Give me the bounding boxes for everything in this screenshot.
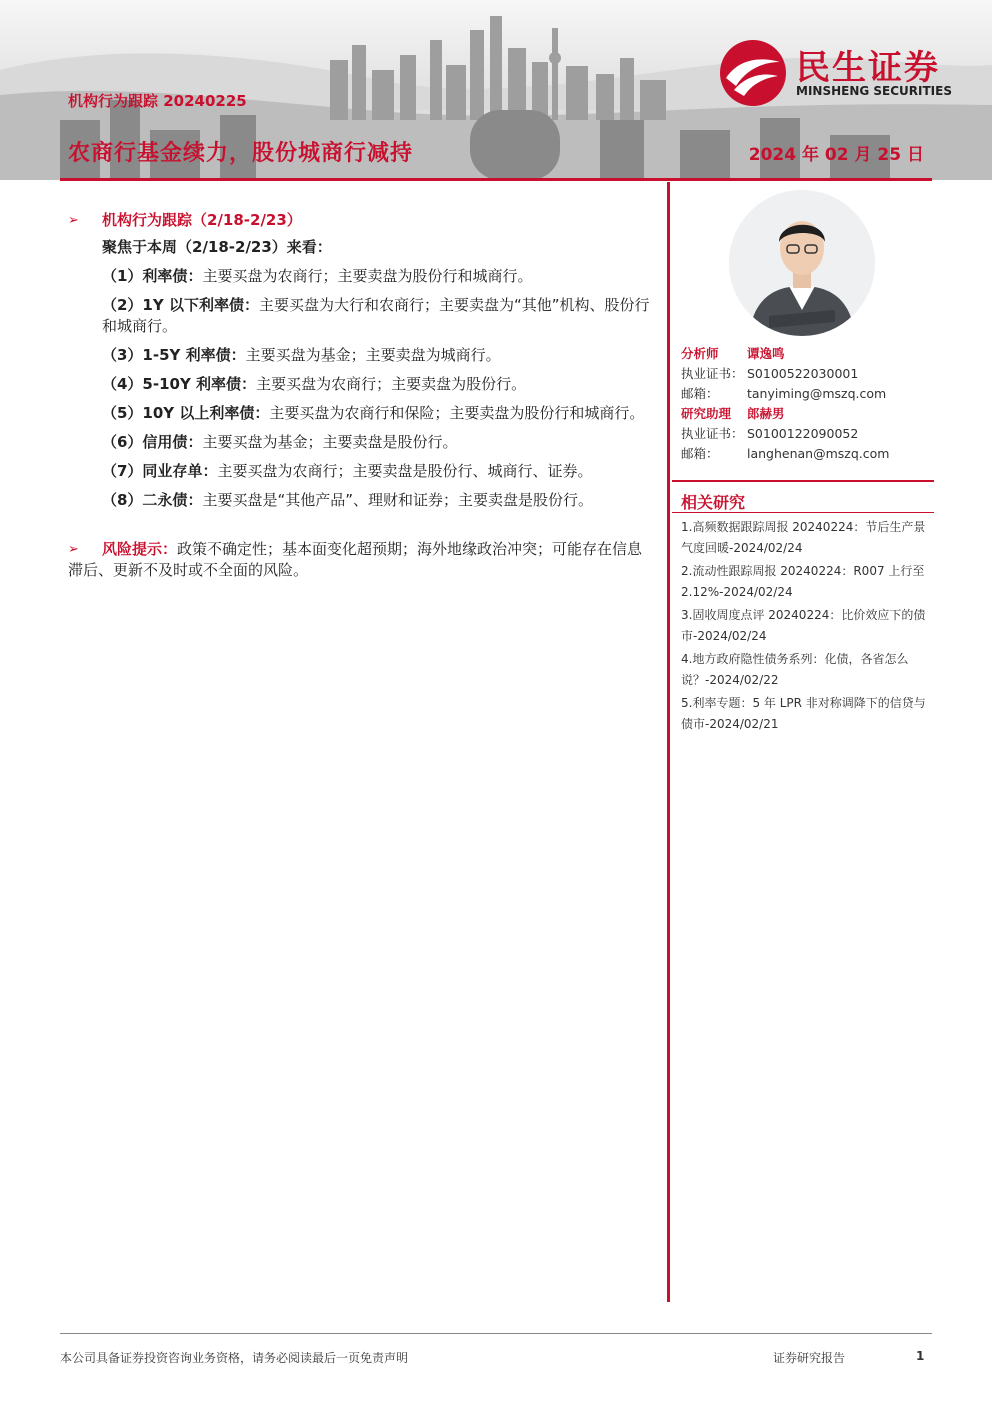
list-item: （6）信用债：主要买盘为基金；主要卖盘是股份行。 bbox=[102, 433, 458, 451]
report-date: 2024 年 02 月 25 日 bbox=[748, 145, 924, 165]
list-item: （7）同业存单：主要买盘为农商行；主要卖盘是股份行、城商行、证券。 bbox=[102, 462, 593, 480]
section-heading bbox=[68, 210, 653, 231]
related-research-title: 相关研究 bbox=[681, 493, 746, 512]
summary-intro: 聚焦于本周（2/18-2/23）来看： bbox=[102, 238, 332, 256]
related-item: 3.固收周度点评 20240224：比价效应下的债市-2024/02/24 bbox=[681, 608, 926, 643]
report-header bbox=[0, 0, 992, 180]
logo-text-cn: 民生证券 bbox=[796, 48, 940, 88]
risk-text: 政策不确定性；基本面变化超预期；海外地缘政治冲突；可能存在信息滞后、更新不及时或不全面的风险。 bbox=[68, 540, 643, 579]
related-divider bbox=[672, 512, 934, 513]
risk-warning bbox=[68, 539, 653, 581]
report-series: 机构行为跟踪 20240225 bbox=[68, 92, 247, 110]
related-research-list bbox=[681, 517, 931, 737]
footer-disclaimer: 本公司具备证券投资咨询业务资格，请务必阅读最后一页免责声明 bbox=[60, 1351, 409, 1365]
list-item: （4）5-10Y 利率债：主要买盘为农商行；主要卖盘为股份行。 bbox=[102, 375, 527, 393]
footer-divider bbox=[60, 1333, 932, 1334]
list-item: （3）1-5Y 利率债：主要买盘为基金；主要卖盘为城商行。 bbox=[102, 346, 501, 364]
page-number: 1 bbox=[916, 1349, 925, 1363]
assistant-row: 研究助理 郎赫男 bbox=[681, 406, 785, 421]
analyst-email: tanyiming@mszq.com bbox=[747, 386, 887, 401]
analyst-portrait-icon bbox=[729, 190, 875, 336]
analyst-name: 谭逸鸣 bbox=[747, 346, 785, 361]
main-summary bbox=[68, 210, 653, 581]
related-item: 1.高频数据跟踪周报 20240224：节后生产景气度回暖-2024/02/24 bbox=[681, 520, 926, 555]
list-item: （1）利率债：主要买盘为农商行；主要卖盘为股份行和城商行。 bbox=[102, 267, 533, 285]
list-item: （8）二永债：主要买盘是“其他产品”、理财和证券；主要卖盘是股份行。 bbox=[102, 491, 593, 509]
list-item: （5）10Y 以上利率债：主要买盘为农商行和保险；主要卖盘为股份行和城商行。 bbox=[102, 404, 645, 422]
minsheng-logo-mark-icon bbox=[718, 38, 788, 108]
section-title: 机构行为跟踪（2/18-2/23） bbox=[102, 211, 302, 229]
minsheng-logo bbox=[718, 38, 968, 108]
bullet-arrow-icon: ➢ bbox=[68, 542, 79, 557]
related-item: 2.流动性跟踪周报 20240224：R007 上行至 2.12%-2024/02/24 bbox=[681, 564, 925, 599]
analyst-cert: S0100522030001 bbox=[747, 366, 859, 381]
bullet-arrow-icon: ➢ bbox=[68, 213, 79, 228]
related-item: 4.地方政府隐性债务系列：化债，各省怎么说？-2024/02/22 bbox=[681, 652, 909, 687]
assistant-cert: S0100122090052 bbox=[747, 426, 859, 441]
analyst-info: 分析师 谭逸鸣 执业证书： S0100522030001 邮箱： tanyiming@mszq.com 研究助理 郎赫男 执业证书： S0100122090052 邮箱： langhenan@mszq.com bbox=[681, 344, 933, 464]
report-title: 农商行基金续力，股份城商行减持 bbox=[68, 141, 414, 166]
related-item: 5.利率专题：5 年 LPR 非对称调降下的信贷与债市-2024/02/21 bbox=[681, 696, 926, 731]
assistant-email: langhenan@mszq.com bbox=[747, 446, 890, 461]
analyst-photo bbox=[729, 190, 875, 336]
sidebar-divider bbox=[672, 480, 934, 482]
list-item: （2）1Y 以下利率债：主要买盘为大行和农商行；主要卖盘为“其他”机构、股份行和城商行。 bbox=[102, 296, 650, 335]
logo-text-en: MINSHENG SECURITIES bbox=[796, 84, 952, 98]
column-divider bbox=[667, 182, 670, 1302]
header-divider bbox=[60, 178, 932, 181]
footer-doc-type: 证券研究报告 bbox=[773, 1351, 846, 1365]
risk-label: 风险提示： bbox=[102, 540, 178, 558]
assistant-name: 郎赫男 bbox=[747, 406, 785, 421]
analyst-row: 分析师 谭逸鸣 bbox=[681, 346, 785, 361]
